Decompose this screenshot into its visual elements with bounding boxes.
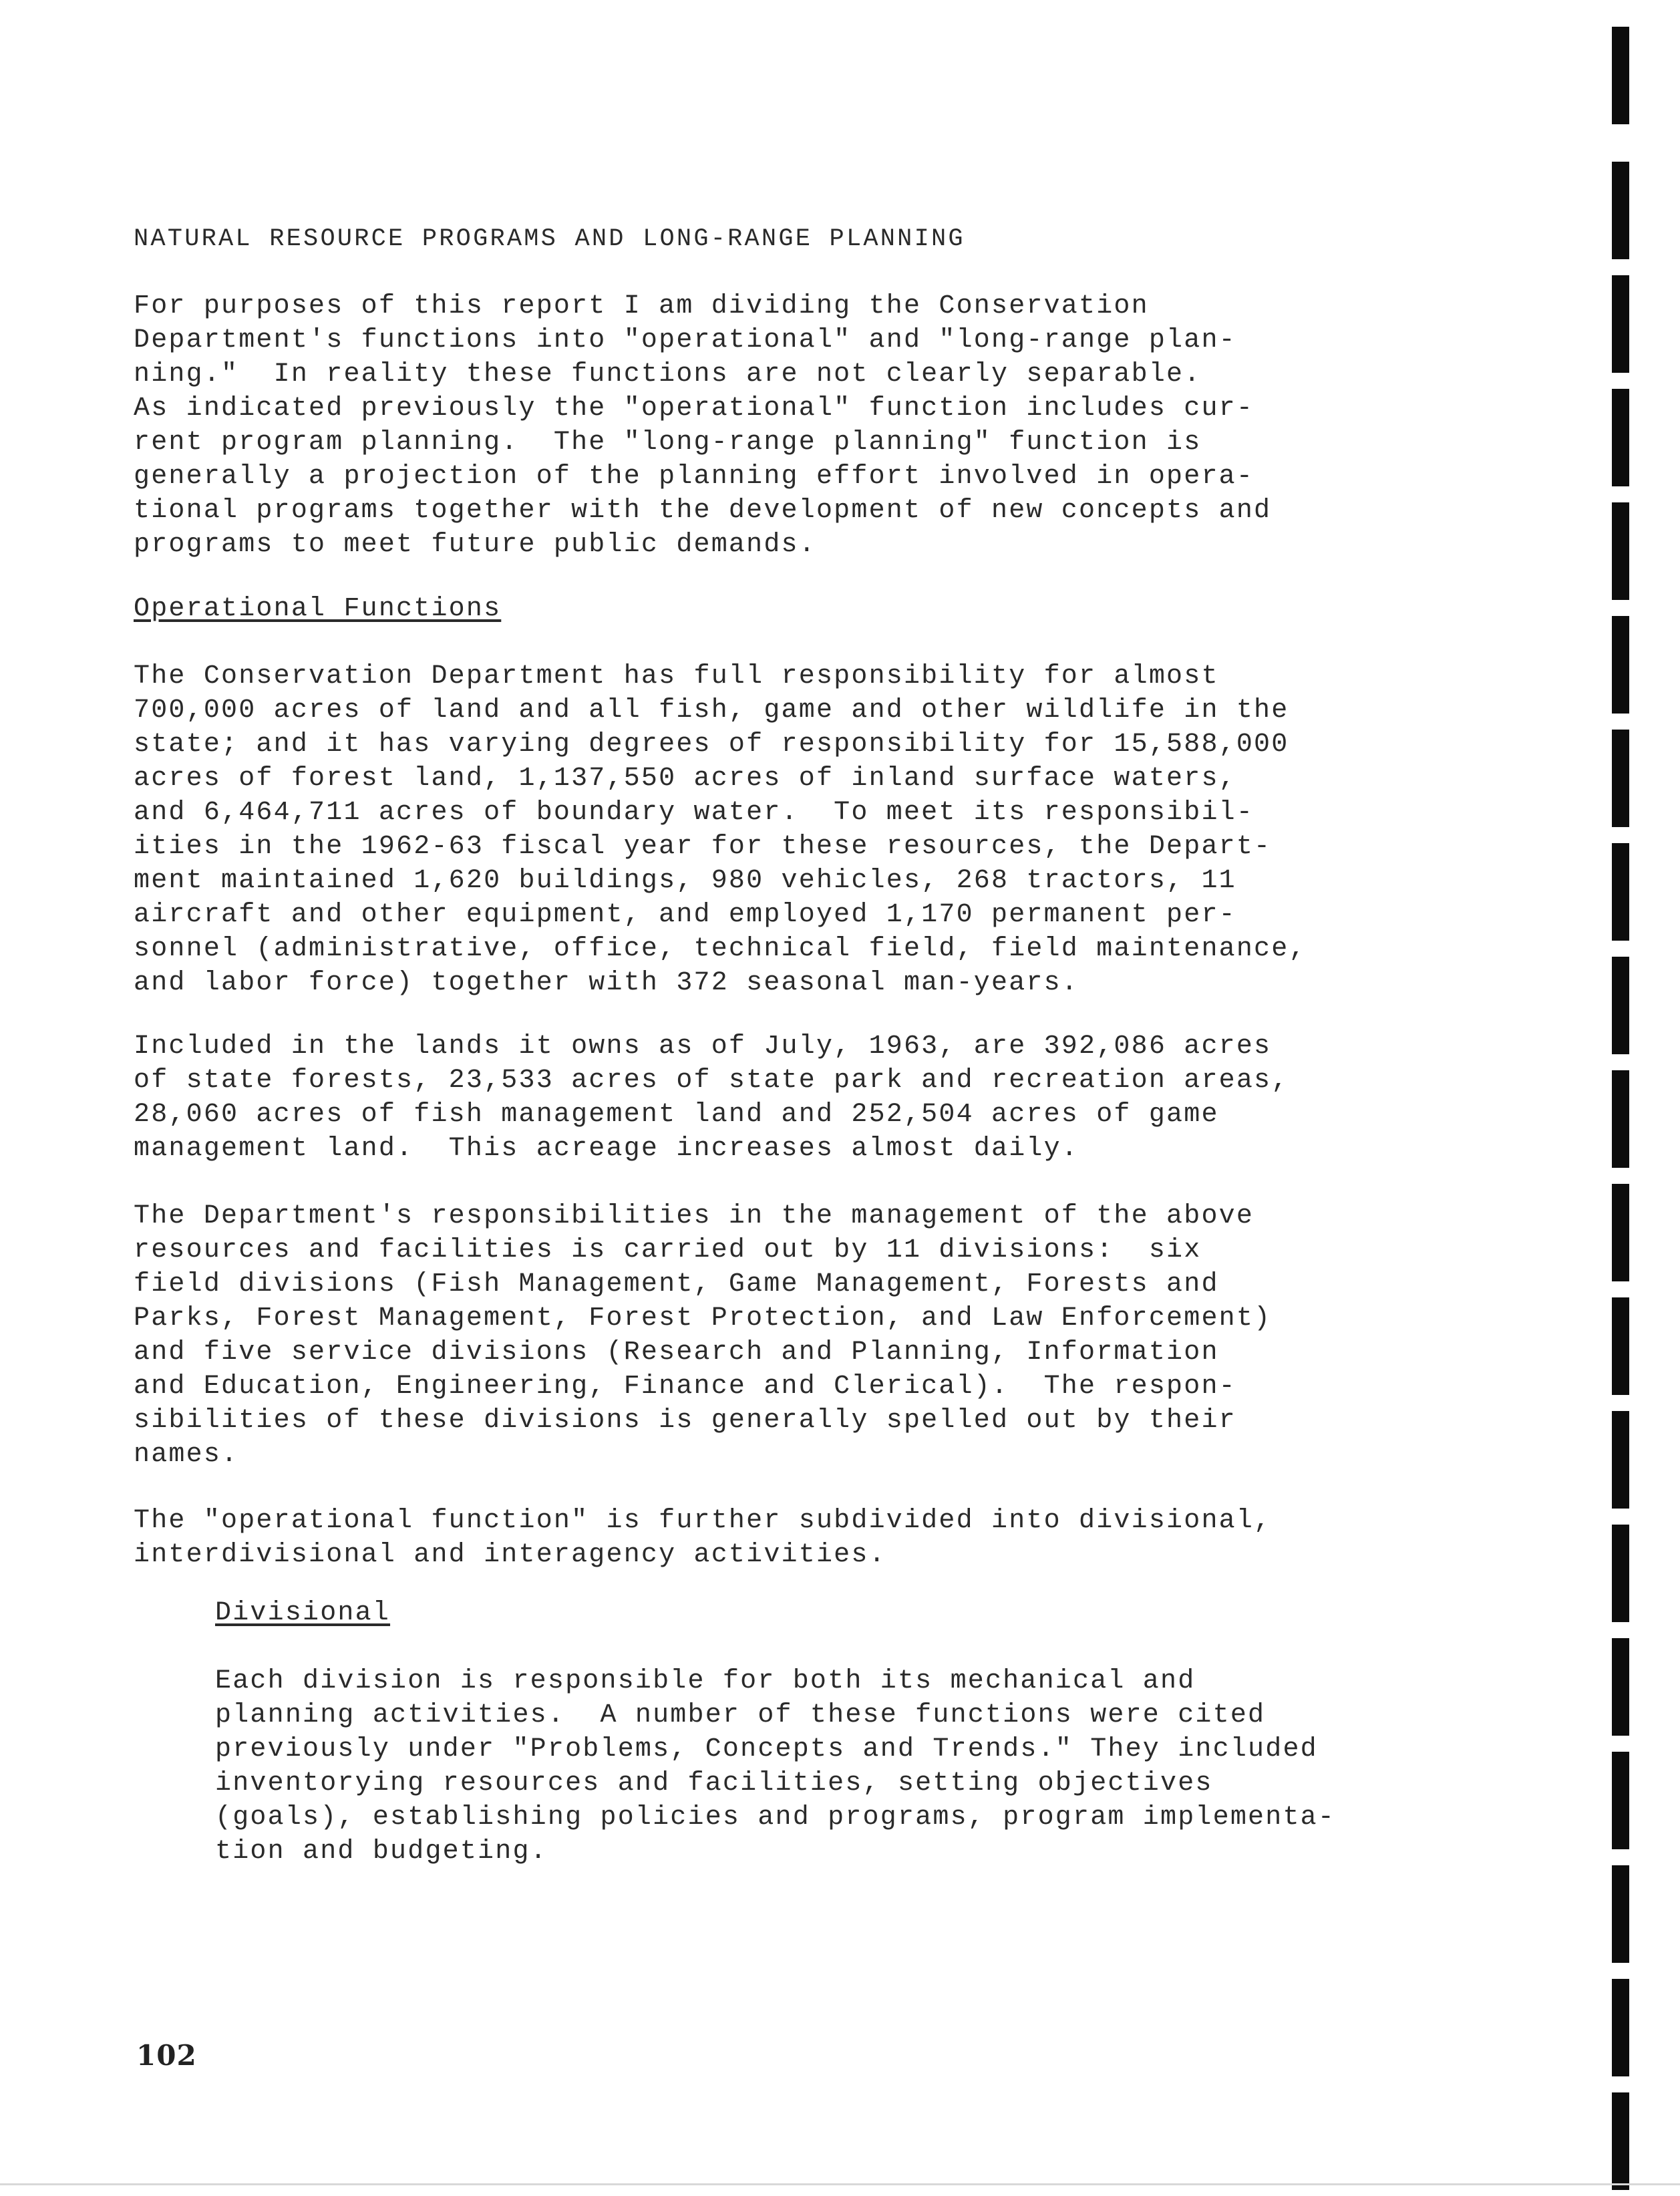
binding-mark (1612, 1979, 1629, 2076)
divisional-heading: Divisional (215, 1598, 391, 1628)
binding-mark (1612, 1184, 1629, 1281)
intro-paragraph: For purposes of this report I am dividing the Conservation Department's functions into "operational" and "long-range plan- ning." In reality these functions are not clearly separable. As indicated previously the "operational" function includes cur- rent program planning. The "long-range planning" function is generally a projection of the planning effort involved in opera- tional programs together with the development of new concepts and programs to meet future public demands. (134, 291, 1272, 560)
binding-mark (1612, 1638, 1629, 1736)
page-title: NATURAL RESOURCE PROGRAMS AND LONG-RANGE PLANNING (134, 225, 965, 253)
binding-mark (1612, 957, 1629, 1054)
page-number: 102 (136, 2039, 197, 2072)
binding-mark (1612, 1070, 1629, 1168)
binding-mark (1612, 1525, 1629, 1622)
binding-mark (1612, 27, 1629, 124)
binding-mark (1612, 616, 1629, 714)
binding-mark (1612, 730, 1629, 827)
binding-mark (1612, 1411, 1629, 1509)
binding-mark (1612, 2092, 1629, 2190)
binding-mark (1612, 389, 1629, 486)
divisional-paragraph: Each division is responsible for both its mechanical and planning activities. A number of these functions were cited previously under "Problems, Concepts and Trends." They included inventorying resources and facilities, setting objectives (goals), establishing policies and programs, program implementa- tion and budgeting. (215, 1666, 1336, 1867)
divisions-paragraph: The Department's responsibilities in the management of the above resources and facilities is carried out by 11 divisions: six field divisions (Fish Management, Game Management, Forests and Parks, Forest Management, Forest Protection, and Law Enforcement) and five service divisions (Research and Planning, Information and Education, Engineering, Finance and Clerical). The respon- sibilities of these divisions is generally spelled out by their names. (134, 1201, 1272, 1470)
subdivided-paragraph: The "operational function" is further subdivided into divisional, interdivisional and interagency activities. (134, 1506, 1272, 1570)
lands-paragraph: Included in the lands it owns as of July, 1963, are 392,086 acres of state forests, 23,533 acres of state park and recreation areas, 28,060 acres of fish management land and 252,504 acres of game management land. This acreage increases almost daily. (134, 1032, 1289, 1164)
binding-mark (1612, 1297, 1629, 1395)
binding-mark (1612, 1865, 1629, 1963)
responsibility-paragraph: The Conservation Department has full responsibility for almost 700,000 acres of land and all fish, game and other wildlife in the state; and it has varying degrees of responsibility for 15,588,000 acres of forest land, 1,137,550 acres of inland surface waters, and 6,464,711 acres of boundary water. To meet its responsibil- ities in the 1962-63 fiscal year for these resources, the Depart- ment maintained 1,620 buildings, 980 vehicles, 268 tractors, 11 aircraft and other equipment, and employed 1,170 permanent per- sonnel (administrative, office, technical field, field maintenance, and labor force) together with 372 seasonal man-years. (134, 661, 1307, 998)
binding-mark (1612, 162, 1629, 259)
binding-mark (1612, 275, 1629, 373)
binding-marks (1612, 0, 1632, 2196)
binding-mark (1612, 1752, 1629, 1849)
operational-functions-heading: Operational Functions (134, 594, 502, 624)
binding-mark (1612, 502, 1629, 600)
binding-mark (1612, 843, 1629, 941)
bottom-scan-edge (0, 2183, 1680, 2185)
